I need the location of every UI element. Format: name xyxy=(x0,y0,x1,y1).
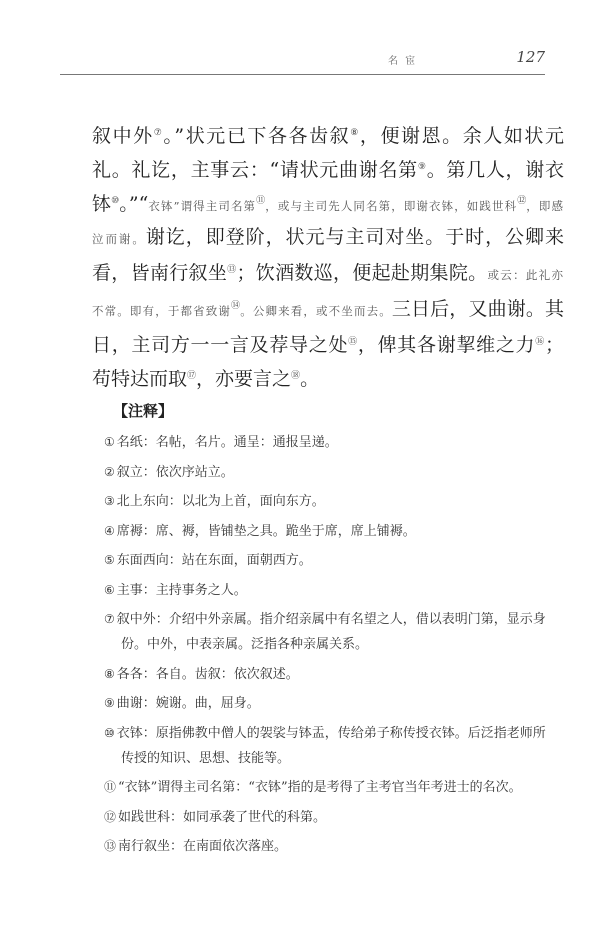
note-text: 各各：各自。齿叙：依次叙述。 xyxy=(116,666,299,682)
note-item xyxy=(104,607,554,657)
note-text: 东面西向：站在东面，面朝西方。 xyxy=(116,553,312,568)
text-segment: 。第几人，谢衣钵 xyxy=(92,159,564,215)
inline-annotation: 衣钵”谓得主司名第 xyxy=(148,199,257,213)
note-item xyxy=(104,489,554,514)
notes-list xyxy=(104,430,554,864)
footnote-marker: ⑫ xyxy=(517,196,527,206)
note-number: ⑧ xyxy=(104,666,115,681)
footnote-marker: ⑨ xyxy=(417,162,427,172)
note-item xyxy=(104,691,554,716)
note-text: 名纸：名帖，名片。通呈：通报呈递。 xyxy=(116,435,338,450)
note-number: ⑥ xyxy=(104,582,115,597)
text-segment: 。 xyxy=(300,368,320,390)
note-item xyxy=(104,460,554,485)
note-item xyxy=(104,775,554,800)
running-title: 名 宦 xyxy=(388,56,418,67)
footnote-marker: ⑧ xyxy=(350,128,360,138)
note-text: 曲谢：婉谢。曲，屈身。 xyxy=(116,696,260,711)
note-item xyxy=(104,805,554,830)
text-segment: ，便谢恩。余人如状元礼。礼讫，主事云：“请状元曲谢名第 xyxy=(92,125,564,181)
note-item xyxy=(104,834,554,859)
note-item xyxy=(104,548,554,573)
inline-annotation: 或云：此礼亦不常。即有，于都省致谢 xyxy=(92,268,564,318)
note-number: ⑩ xyxy=(104,725,115,740)
main-paragraph xyxy=(92,118,564,395)
page-number: 127 xyxy=(516,48,545,66)
note-text: “衣钵”谓得主司名第：“衣钵”指的是考得了主考官当年考进士的名次。 xyxy=(118,780,522,795)
note-number: ⑪ xyxy=(104,780,117,794)
note-number: ⑫ xyxy=(104,809,117,824)
text-segment: 。”状元已下各各齿叙 xyxy=(163,125,351,147)
footnote-marker: ⑪ xyxy=(256,196,266,206)
note-number: ⑤ xyxy=(104,553,115,567)
inline-annotation: ，即感泣而谢。 xyxy=(92,199,564,246)
note-number: ⑬ xyxy=(104,839,117,853)
note-item xyxy=(104,662,554,687)
text-segment: 谢讫，即登阶，状元与主司对坐。于时，公卿来看，皆南行叙坐 xyxy=(92,226,564,284)
footnote-marker: ⑬ xyxy=(227,265,237,275)
note-text: 席褥：席、褥，皆铺垫之具。跪坐于席，席上铺褥。 xyxy=(116,523,416,539)
notes-heading: 【注释】 xyxy=(113,402,174,420)
note-number: ② xyxy=(104,464,115,479)
note-item xyxy=(104,578,554,603)
note-item xyxy=(104,430,554,455)
note-number: ④ xyxy=(104,523,115,538)
footnote-marker: ⑩ xyxy=(111,196,120,206)
note-number: ① xyxy=(104,435,115,449)
footnote-marker: ⑯ xyxy=(535,337,545,347)
text-segment: ；苟特达而取 xyxy=(92,334,564,390)
text-segment: ，亦要言之 xyxy=(196,368,292,390)
note-text: 北上东向：以北为上首，面向东方。 xyxy=(116,494,325,509)
footnote-marker: ⑦ xyxy=(153,128,164,138)
note-item xyxy=(104,721,554,771)
note-text: 叙立：依次序站立。 xyxy=(116,464,234,480)
note-text: 如践世科：如同承袭了世代的科第。 xyxy=(118,809,327,825)
text-segment: 叙中外 xyxy=(92,125,154,147)
note-number: ③ xyxy=(104,494,115,508)
inline-annotation: ，或与主司先人同名第，即谢衣钵，如践世科 xyxy=(265,199,518,213)
note-item xyxy=(104,519,554,544)
text-segment: 三日后，又曲谢。其日，主司方一一言及荐导之处 xyxy=(92,298,564,356)
footnote-marker: ⑱ xyxy=(291,371,301,381)
note-text: 衣钵：原指佛教中僧人的袈裟与钵盂，传给弟子称传授衣钵。后泛指老师所传授的知识、思想、技能等。 xyxy=(116,725,546,766)
note-text: 主事：主持事务之人。 xyxy=(116,582,247,598)
note-number: ⑦ xyxy=(104,612,115,626)
footnote-marker: ⑮ xyxy=(348,337,358,347)
footnote-marker: ⑭ xyxy=(231,301,241,311)
inline-annotation: 。公卿来看，或不坐而去。 xyxy=(240,304,392,318)
note-number: ⑨ xyxy=(104,696,115,710)
note-text: 叙中外：介绍中外亲属。指介绍亲属中有名望之人，借以表明门第，显示身份。中外，中表亲属。泛指各种亲属关系。 xyxy=(116,612,546,652)
note-text: 南行叙坐：在南面依次落座。 xyxy=(118,839,288,854)
text-segment: 。”“ xyxy=(119,193,149,215)
text-segment: ，俾其各谢挈维之力 xyxy=(357,334,536,356)
text-segment: ；饮酒数巡，便起赴期集院。 xyxy=(236,262,488,284)
running-header xyxy=(60,48,545,75)
footnote-marker: ⑰ xyxy=(187,371,197,381)
